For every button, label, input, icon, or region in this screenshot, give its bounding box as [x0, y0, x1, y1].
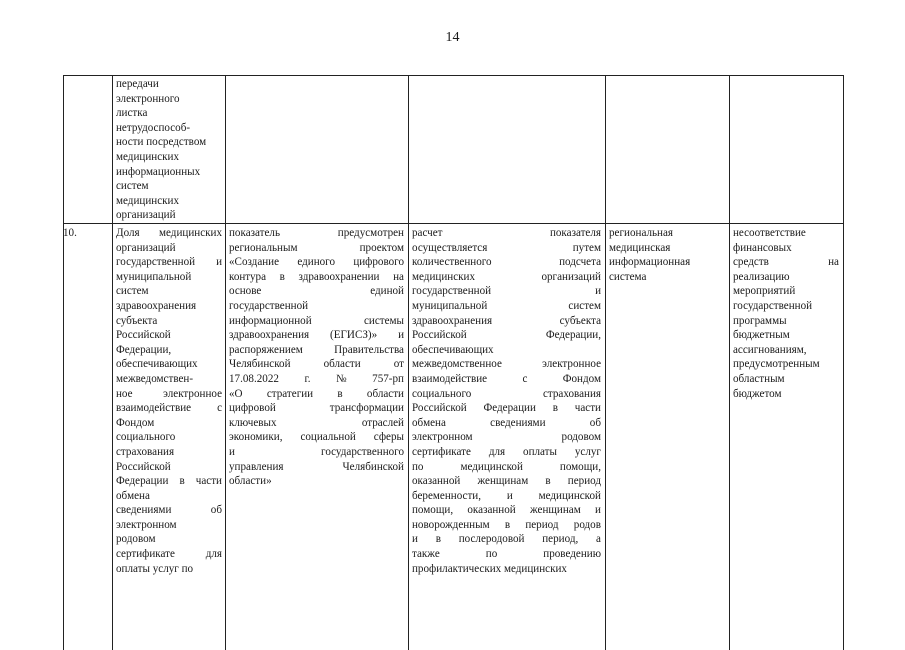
text-line: финансовых [733, 241, 792, 254]
text-line: информационных [116, 165, 201, 178]
column-border [729, 75, 730, 650]
text-line: «Создание единого цифрового [229, 256, 404, 269]
text-line: государственной и [116, 256, 222, 269]
text-line: области» [229, 475, 272, 488]
text-line: здравоохранения субъекта [412, 314, 601, 327]
text-line: Российской Федерации, [412, 329, 601, 342]
text-line: субъекта [116, 314, 158, 327]
text-line: Федерации в части [116, 475, 222, 488]
text-line: количественного подсчета [412, 256, 601, 269]
text-line: ключевых отраслей [229, 416, 404, 429]
text-line: ассигнованиям, [733, 343, 807, 356]
text-line: межведомственное электронное [412, 358, 601, 371]
text-line: экономики, социальной сферы [229, 431, 404, 444]
text-line: здравоохранения [116, 299, 197, 312]
text-line: «О стратегии в области [229, 387, 404, 400]
text-line: систем [116, 285, 149, 298]
column-border [112, 75, 113, 650]
risk-description [733, 226, 839, 401]
column-border [408, 75, 409, 650]
calculation-method [412, 226, 601, 576]
text-line: система [609, 270, 647, 283]
text-line: обеспечивающих [412, 343, 494, 356]
table-top-border [63, 75, 844, 76]
text-line: обмена [116, 489, 150, 502]
column-border [605, 75, 606, 650]
text-line: сертификате для [116, 548, 222, 561]
data-source [609, 226, 725, 284]
text-line: бюджетным [733, 329, 790, 342]
text-line: ности посредством [116, 136, 207, 149]
text-line: и государственного [229, 445, 404, 458]
text-line: областным [733, 372, 785, 385]
text-line: также по проведению [412, 548, 601, 561]
text-line: муниципальной [116, 270, 192, 283]
text-line: взаимодействие с Фондом [412, 372, 601, 385]
text-line: беременности, и медицинской [412, 489, 601, 502]
text-line: государственной и [412, 285, 601, 298]
text-line: региональным проектом [229, 241, 404, 254]
text-line: медицинских организаций [412, 270, 601, 283]
text-line: Российской [116, 329, 171, 342]
text-line: контура в здравоохранении на [229, 270, 404, 283]
text-line: реализацию [733, 270, 790, 283]
page-number: 14 [445, 30, 460, 45]
text-line: мероприятий [733, 285, 796, 298]
text-line: региональная [609, 227, 674, 239]
text-line: цифровой трансформации [229, 402, 404, 415]
text-line: сведениями об [116, 504, 222, 517]
text-line: медицинских [116, 194, 179, 207]
indicator-name [116, 226, 222, 576]
text-line: Федерации, [116, 343, 172, 356]
row-number: 10. [63, 227, 77, 239]
text-line: сертификате для оплаты услуг [412, 445, 601, 458]
text-line: организаций [116, 209, 176, 222]
text-line: медицинских [116, 150, 179, 163]
column-border [225, 75, 226, 650]
text-line: новорожденным в период родов [412, 518, 601, 531]
text-line: и в послеродовой период, а [412, 533, 601, 546]
text-line: нетрудоспособ- [116, 121, 191, 134]
text-line: несоответствие [733, 227, 806, 239]
column-border [63, 75, 64, 650]
text-line: по медицинской помощи, [412, 460, 601, 473]
text-line: осуществляется путем [412, 241, 601, 254]
text-line: муниципальной систем [412, 299, 601, 312]
text-line: родовом [116, 533, 156, 546]
text-line: обмена сведениями об [412, 416, 601, 429]
text-line: помощи, оказанной женщинам и [412, 504, 601, 517]
text-line: 17.08.2022 г. № 757-рп [229, 372, 404, 385]
text-line: средств на [733, 256, 839, 269]
text-line: обеспечивающих [116, 358, 198, 371]
text-line: расчет показателя [412, 227, 601, 239]
text-line: информационной системы [229, 314, 404, 327]
text-line: государственной [733, 299, 813, 312]
text-line: Российской Федерации в части [412, 402, 601, 415]
text-line: основе единой [229, 285, 404, 298]
text-line: распоряжением Правительства [229, 343, 404, 356]
prev-row-indicator-name [116, 77, 222, 223]
text-line: показатель предусмотрен [229, 227, 404, 239]
text-line: здравоохранения (ЕГИСЗ)» и [229, 329, 404, 342]
text-line: страхования [116, 445, 175, 458]
text-line: оказанной женщинам в период [412, 475, 601, 488]
text-line: систем [116, 180, 149, 193]
text-line: управления Челябинской [229, 460, 404, 473]
text-line: информационная [609, 256, 691, 269]
text-line: программы [733, 314, 787, 327]
text-line: государственной [229, 299, 309, 312]
indicator-table [63, 75, 844, 650]
text-line: медицинская [609, 241, 671, 254]
text-line: передачи [116, 78, 159, 90]
text-line: профилактических медицинских [412, 562, 567, 575]
text-line: Доля медицинских [116, 227, 222, 239]
text-line: оплаты услуг по [116, 562, 194, 575]
text-line: Российской [116, 460, 171, 473]
text-line: электронного [116, 92, 180, 105]
text-line: организаций [116, 241, 176, 254]
text-line: социального страхования [412, 387, 601, 400]
text-line: предусмотренным [733, 358, 820, 371]
row-divider [63, 223, 844, 224]
text-line: электронном [116, 518, 177, 531]
text-line: бюджетом [733, 387, 782, 400]
text-line: электронном родовом [412, 431, 601, 444]
text-line: листка [116, 107, 148, 120]
text-line: ное электронное [116, 387, 222, 400]
text-line: межведомствен- [116, 372, 194, 385]
indicator-basis [229, 226, 404, 489]
text-line: Челябинской области от [229, 358, 404, 371]
text-line: взаимодействие с [116, 402, 222, 415]
column-border [843, 75, 844, 650]
text-line: социального [116, 431, 176, 444]
text-line: Фондом [116, 416, 155, 429]
